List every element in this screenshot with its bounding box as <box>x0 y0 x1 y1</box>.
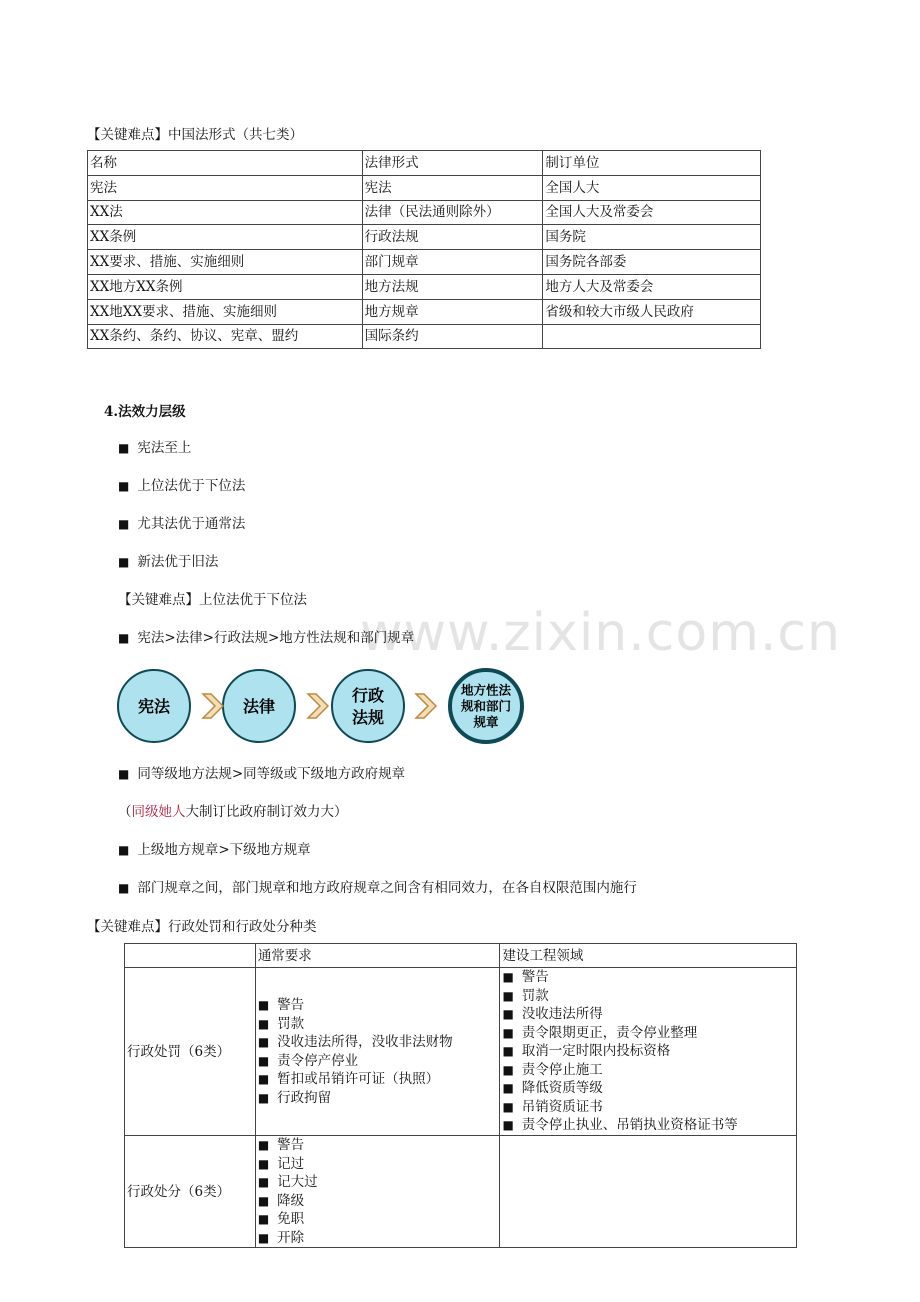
table-cell: 部门规章 <box>362 250 543 275</box>
bullet-square-icon: ■ <box>257 1090 270 1105</box>
bullet-square-icon: ■ <box>118 517 130 531</box>
list-item <box>258 1033 498 1052</box>
list-item-text: 记过 <box>277 1155 305 1172</box>
table-cell: 地方人大及常委会 <box>543 274 761 299</box>
bullet-square-icon: ■ <box>118 555 130 569</box>
penalty-construction-cell <box>500 968 797 1136</box>
header-cell: 建设工程领域 <box>500 944 797 968</box>
list-item <box>502 1116 794 1135</box>
bullet-square-icon: ■ <box>257 1156 270 1171</box>
list-item-text: 警告 <box>277 997 305 1013</box>
bullet-square-icon: ■ <box>257 998 270 1012</box>
list-item <box>118 474 245 494</box>
list-item <box>258 1210 498 1229</box>
list-item-text: 吊销资质证书 <box>521 1098 603 1115</box>
list-item <box>258 1015 498 1034</box>
flow-node-label: 法律 <box>242 696 276 716</box>
table-cell: 全国人大 <box>543 175 761 200</box>
note-highlight: 同级她人 <box>131 804 186 820</box>
header-cell: 制订单位 <box>543 151 761 176</box>
list-item-text: 降级 <box>277 1192 305 1209</box>
list-item <box>502 987 794 1006</box>
list-item-text: 行政拘留 <box>277 1089 332 1106</box>
table-row <box>88 200 761 225</box>
bullet-square-icon: ■ <box>257 1072 270 1086</box>
list-item-text: 罚款 <box>521 987 549 1004</box>
bullet-square-icon: ■ <box>118 479 130 493</box>
table-cell: 国际条约 <box>362 324 543 349</box>
list-item-text: 责令限期更正，责令停业整理 <box>521 1024 698 1041</box>
bullet-square-icon: ■ <box>502 970 514 985</box>
list-item <box>258 996 498 1015</box>
list-item <box>258 1089 498 1108</box>
table-cell: 法律（民法通则除外） <box>362 200 543 225</box>
bullet-square-icon: ■ <box>118 843 130 857</box>
section2-heading: 4.法效力层级 <box>104 404 186 420</box>
table-cell: 宪法 <box>362 175 543 200</box>
list-item <box>502 968 794 987</box>
list-item <box>118 762 405 782</box>
hierarchy-flow-diagram <box>116 666 526 746</box>
row-label: 行政处罚（6类） <box>125 968 256 1136</box>
list-item-text: 责令停止执业、吊销执业资格证书等 <box>521 1117 738 1134</box>
list-item <box>258 1173 498 1192</box>
flow-node-label: 宪法 <box>137 696 171 716</box>
list-item-text: 部门规章之间，部门规章和地方政府规章之间含有相同效力，在各自权限范围内施行 <box>137 880 637 896</box>
bullet-square-icon: ■ <box>502 1044 514 1059</box>
bullet-square-icon: ■ <box>257 1053 270 1068</box>
note-paragraph <box>118 800 348 820</box>
list-item-text: 取消一定时限内投标资格 <box>521 1043 671 1060</box>
table-cell: 地方法规 <box>362 274 543 299</box>
bullet-square-icon: ■ <box>257 1175 270 1189</box>
bullet-square-icon: ■ <box>502 1118 514 1133</box>
table-cell: XX地方XX条例 <box>88 274 363 299</box>
bullet-square-icon: ■ <box>257 1230 270 1245</box>
watermark: www.zixin.com.cn <box>360 603 841 663</box>
list-item <box>502 1024 794 1043</box>
table-cell: 全国人大及常委会 <box>543 200 761 225</box>
table-cell <box>543 324 761 349</box>
table-cell: XX条例 <box>88 225 363 250</box>
flow-node-label: 规和部门 <box>460 698 512 714</box>
list-item <box>118 876 637 896</box>
list-item-text: 警告 <box>521 969 549 986</box>
keypoint-heading: 【关键难点】上位法优于下位法 <box>118 592 307 608</box>
list-item-text: 同等级地方法规>同等级或下级地方政府规章 <box>137 766 406 782</box>
sanction-construction-cell <box>500 1136 797 1248</box>
flow-node-label: 地方性法 <box>460 682 512 698</box>
bullet-square-icon: ■ <box>118 631 130 645</box>
list-item <box>118 550 218 570</box>
bullet-square-icon: ■ <box>502 988 514 1003</box>
list-item-text: 降低资质等级 <box>521 1080 603 1097</box>
flow-node-label: 规章 <box>473 714 499 730</box>
chevron-right-icon <box>308 694 328 718</box>
header-cell <box>125 944 256 968</box>
table-header-row <box>125 944 797 968</box>
list-item <box>258 1052 498 1071</box>
list-item-text: 开除 <box>277 1229 305 1246</box>
list-item-text: 宪法>法律>行政法规>地方性法规和部门规章 <box>137 630 415 646</box>
note-open-paren: （ <box>118 804 132 820</box>
list-item-text: 警告 <box>277 1137 305 1153</box>
bullet-square-icon: ■ <box>502 1025 514 1040</box>
list-item <box>502 1005 794 1024</box>
table-cell: XX要求、措施、实施细则 <box>88 250 363 275</box>
bullet-square-icon: ■ <box>257 1212 270 1226</box>
table-row <box>88 274 761 299</box>
list-item-text: 责令停产停业 <box>277 1052 359 1069</box>
penalty-general-cell <box>255 968 500 1136</box>
list-item-text: 尤其法优于通常法 <box>137 516 246 532</box>
table-row <box>125 1136 797 1248</box>
list-item <box>502 1042 794 1061</box>
list-item-text: 上级地方规章>下级地方规章 <box>137 842 311 858</box>
list-item <box>258 1192 498 1211</box>
bullet-square-icon: ■ <box>257 1138 270 1152</box>
header-cell: 法律形式 <box>362 151 543 176</box>
flow-node-label: 法规 <box>351 707 385 727</box>
row-label: 行政处分（6类） <box>125 1136 256 1248</box>
table-cell: 省级和较大市级人民政府 <box>543 299 761 324</box>
flow-node-circle <box>332 670 404 742</box>
table-cell: 地方规章 <box>362 299 543 324</box>
list-item <box>118 436 191 456</box>
header-cell: 通常要求 <box>255 944 500 968</box>
table-cell: XX法 <box>88 200 363 225</box>
table-cell: 国务院各部委 <box>543 250 761 275</box>
list-item-text: 记大过 <box>277 1174 318 1190</box>
list-item <box>502 1061 794 1080</box>
table-row <box>88 175 761 200</box>
note-rest: 大制订比政府制订效力大） <box>185 804 348 820</box>
bullet-square-icon: ■ <box>118 767 130 781</box>
list-item-text: 上位法优于下位法 <box>137 478 246 494</box>
table-row <box>125 968 797 1136</box>
table-cell: 宪法 <box>88 175 363 200</box>
table-row <box>88 225 761 250</box>
bullet-square-icon: ■ <box>257 1016 270 1031</box>
list-item-text: 免职 <box>277 1211 305 1227</box>
table-cell: 国务院 <box>543 225 761 250</box>
table-row <box>88 250 761 275</box>
list-item <box>258 1136 498 1155</box>
list-item <box>502 1079 794 1098</box>
bullet-square-icon: ■ <box>118 881 130 895</box>
chevron-right-icon <box>203 694 223 718</box>
bullet-square-icon: ■ <box>502 1081 514 1096</box>
flow-node-label: 行政 <box>351 685 385 705</box>
bullet-square-icon: ■ <box>257 1035 270 1049</box>
list-item <box>258 1070 498 1089</box>
header-cell: 名称 <box>88 151 363 176</box>
sanction-general-cell <box>255 1136 500 1248</box>
section3-heading: 【关键难点】行政处罚和行政处分种类 <box>87 919 317 935</box>
table-cell: XX地XX要求、措施、实施细则 <box>88 299 363 324</box>
list-item <box>258 1229 498 1248</box>
table-row <box>88 324 761 349</box>
bullet-square-icon: ■ <box>118 441 130 455</box>
table-cell: 行政法规 <box>362 225 543 250</box>
table-row <box>88 299 761 324</box>
list-item-text: 新法优于旧法 <box>137 554 219 570</box>
table-cell: XX条约、条约、协议、宪章、盟约 <box>88 324 363 349</box>
chevron-right-icon <box>416 694 436 718</box>
law-forms-table <box>87 150 761 349</box>
bullet-square-icon: ■ <box>257 1193 270 1208</box>
list-item-text: 宪法至上 <box>137 440 192 456</box>
list-item-text: 责令停止施工 <box>521 1061 603 1078</box>
list-item <box>118 626 414 646</box>
list-item-text: 暂扣或吊销许可证（执照） <box>277 1071 440 1087</box>
bullet-square-icon: ■ <box>502 1099 514 1114</box>
list-item <box>118 838 311 858</box>
table-header-row <box>88 151 761 176</box>
list-item <box>502 1098 794 1117</box>
list-item-text: 没收违法所得，没收非法财物 <box>277 1034 453 1050</box>
bullet-square-icon: ■ <box>502 1007 514 1022</box>
list-item <box>258 1155 498 1174</box>
list-item-text: 罚款 <box>277 1015 305 1032</box>
penalty-table <box>124 943 797 1248</box>
list-item <box>118 512 245 532</box>
list-item-text: 没收违法所得 <box>521 1006 603 1023</box>
bullet-square-icon: ■ <box>502 1062 514 1077</box>
section1-heading: 【关键难点】中国法形式（共七类） <box>87 127 303 143</box>
